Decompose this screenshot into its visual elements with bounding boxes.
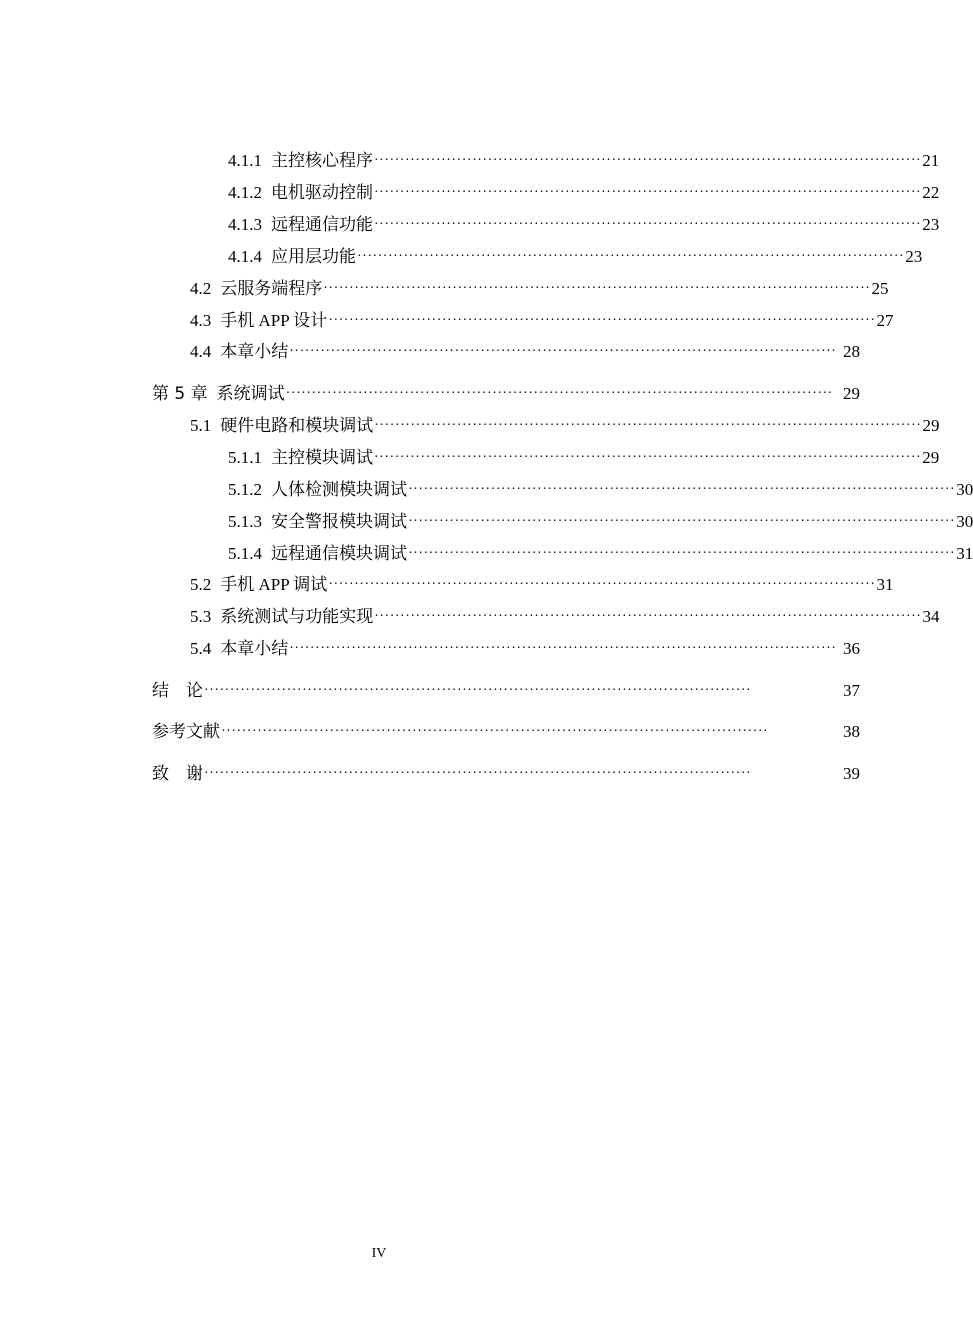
toc-page-number: 36 [843, 639, 860, 658]
toc-entry-chapter[interactable] [152, 759, 860, 789]
dot-leader: ·········································································································· [408, 514, 956, 529]
toc-page-number: 29 [843, 384, 860, 403]
toc-entry-label: 5.2 手机 APP 调试 [190, 575, 328, 594]
dot-leader: ·········································································································· [408, 482, 956, 497]
dot-leader: ·········································································································· [289, 641, 837, 656]
toc-entry[interactable] [228, 475, 973, 505]
toc-entry-label: 4.1.4 应用层功能 [228, 247, 356, 266]
toc-page-number: 25 [871, 279, 889, 298]
toc-entry-label: 5.1.4 远程通信模块调试 [228, 544, 407, 563]
dot-leader: ·········································································································· [374, 609, 922, 624]
toc-page-number: 23 [905, 247, 923, 266]
toc-page-number: 21 [922, 151, 940, 170]
toc-entry[interactable] [190, 337, 860, 367]
toc-page-number: 27 [876, 311, 894, 330]
dot-leader: ·········································································································· [221, 724, 769, 739]
toc-entry-chapter[interactable] [152, 676, 860, 706]
toc-entry-label: 4.2 云服务端程序 [190, 279, 323, 298]
page-number-footer: IV [371, 1246, 387, 1261]
toc-page-number: 22 [922, 183, 940, 202]
toc-page-number: 29 [922, 416, 940, 435]
dot-leader: ·········································································································· [374, 418, 922, 433]
toc-page-number: 34 [922, 607, 940, 626]
toc-page-number: 30 [956, 512, 973, 531]
dot-leader: ·········································································································· [328, 577, 876, 592]
toc-entry[interactable] [228, 539, 973, 569]
toc-page-number: 23 [922, 215, 940, 234]
toc-page-number: 31 [876, 575, 894, 594]
toc-entry-label: 5.3 系统测试与功能实现 [190, 607, 374, 626]
toc-entry-label: 5.1.3 安全警报模块调试 [228, 512, 407, 531]
toc-page-number: 39 [843, 764, 860, 783]
dot-leader: ·········································································································· [204, 683, 752, 698]
toc-entry-chapter[interactable] [152, 379, 860, 409]
toc-entry-label: 5.4 本章小结 [190, 639, 289, 658]
dot-leader: ·········································································································· [374, 217, 922, 232]
toc-entry-label: 第 5 章 系统调试 [152, 384, 285, 404]
toc-entry[interactable] [190, 411, 940, 441]
toc-entry[interactable] [228, 443, 940, 473]
dot-leader: ·········································································································· [374, 153, 922, 168]
toc-entry[interactable] [228, 242, 923, 272]
toc-entry-label: 4.3 手机 APP 设计 [190, 311, 328, 330]
toc-entry[interactable] [228, 210, 940, 240]
dot-leader: ·········································································································· [374, 185, 922, 200]
toc-entry-label: 4.1.3 远程通信功能 [228, 215, 373, 234]
dot-leader: ·········································································································· [285, 386, 833, 401]
toc-entry-label: 5.1.1 主控模块调试 [228, 448, 373, 467]
toc-entry[interactable] [228, 178, 940, 208]
toc-entry-label: 参考文献 [152, 722, 220, 742]
dot-leader: ·········································································································· [204, 766, 752, 781]
toc-entry-label: 5.1.2 人体检测模块调试 [228, 480, 407, 499]
dot-leader: ·········································································································· [328, 313, 876, 328]
toc-page-number: 29 [922, 448, 940, 467]
toc-page-number: 37 [843, 681, 860, 700]
toc-entry-label: 结 论 [152, 681, 203, 701]
toc-entry[interactable] [190, 274, 889, 304]
toc-page-number: 38 [843, 722, 860, 741]
toc-entry[interactable] [190, 602, 940, 632]
toc-entry[interactable] [190, 570, 894, 600]
dot-leader: ·········································································································· [408, 546, 956, 561]
toc-entry[interactable] [190, 306, 894, 336]
toc-entry-label: 5.1 硬件电路和模块调试 [190, 416, 374, 435]
toc-entry-label: 4.4 本章小结 [190, 342, 289, 361]
toc-entry-label: 4.1.2 电机驱动控制 [228, 183, 373, 202]
dot-leader: ·········································································································· [374, 450, 922, 465]
toc-page-number: 31 [956, 544, 973, 563]
dot-leader: ·········································································································· [323, 281, 871, 296]
toc-entry-label: 致 谢 [152, 764, 203, 784]
toc-entry[interactable] [228, 146, 940, 176]
toc-page-number: 30 [956, 480, 973, 499]
toc-page-number: 28 [843, 342, 860, 361]
toc-entry[interactable] [190, 634, 860, 664]
dot-leader: ·········································································································· [357, 249, 905, 264]
toc-entry-label: 4.1.1 主控核心程序 [228, 151, 373, 170]
toc-entry-chapter[interactable] [152, 717, 860, 747]
dot-leader: ·········································································································· [289, 344, 837, 359]
toc-entry[interactable] [228, 507, 973, 537]
